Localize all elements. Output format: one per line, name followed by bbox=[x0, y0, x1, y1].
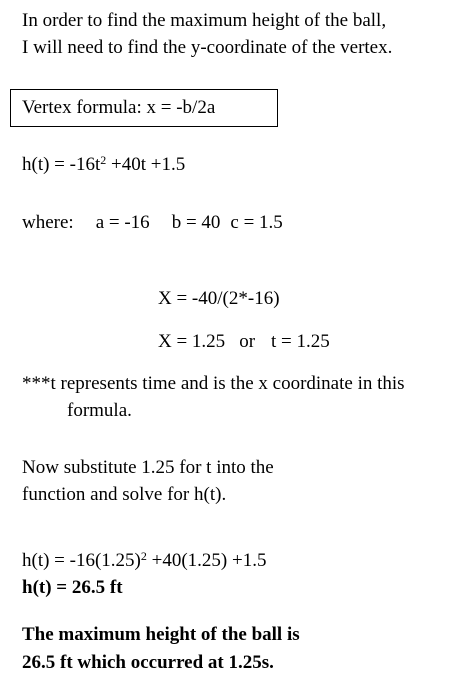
calculation-result: h(t) = 26.5 ft bbox=[22, 577, 123, 598]
intro-line-2: I will need to find the y-coordinate of the vertex. bbox=[22, 37, 393, 58]
height-function-exponent: 2 bbox=[100, 153, 107, 167]
conclusion-line-1: The maximum height of the ball is bbox=[22, 624, 300, 645]
height-function-prefix: h(t) = -16t bbox=[22, 154, 101, 175]
calc-exponent: 2 bbox=[140, 549, 147, 563]
height-function-suffix: +40t +1.5 bbox=[106, 154, 186, 175]
conclusion-line-2: 26.5 ft which occurred at 1.25s. bbox=[22, 652, 274, 673]
intro-line-1: In order to find the maximum height of the ball, bbox=[22, 10, 387, 31]
x-value: X = 1.25 bbox=[158, 331, 226, 352]
x-value-step bbox=[158, 330, 330, 354]
calculation-line bbox=[22, 549, 266, 573]
substitute-line-2: function and solve for h(t). bbox=[22, 484, 227, 505]
height-function bbox=[22, 153, 185, 177]
coef-c: c = 1.5 bbox=[230, 212, 283, 233]
x-formula-step: X = -40/(2*-16) bbox=[158, 288, 280, 309]
t-value: t = 1.25 bbox=[271, 331, 330, 352]
note-line-2: formula. bbox=[67, 400, 132, 421]
where-label: where: bbox=[22, 212, 74, 233]
coef-a: a = -16 bbox=[95, 212, 150, 233]
note-line-1: ***t represents time and is the x coordinate in this bbox=[22, 373, 405, 394]
where-line bbox=[22, 211, 283, 235]
vertex-formula-text: Vertex formula: x = -b/2a bbox=[22, 97, 216, 118]
calc-prefix: h(t) = -16(1.25) bbox=[22, 550, 141, 571]
or-word: or bbox=[239, 331, 256, 352]
calc-suffix: +40(1.25) +1.5 bbox=[146, 550, 267, 571]
coef-b: b = 40 bbox=[171, 212, 221, 233]
substitute-line-1: Now substitute 1.25 for t into the bbox=[22, 457, 274, 478]
